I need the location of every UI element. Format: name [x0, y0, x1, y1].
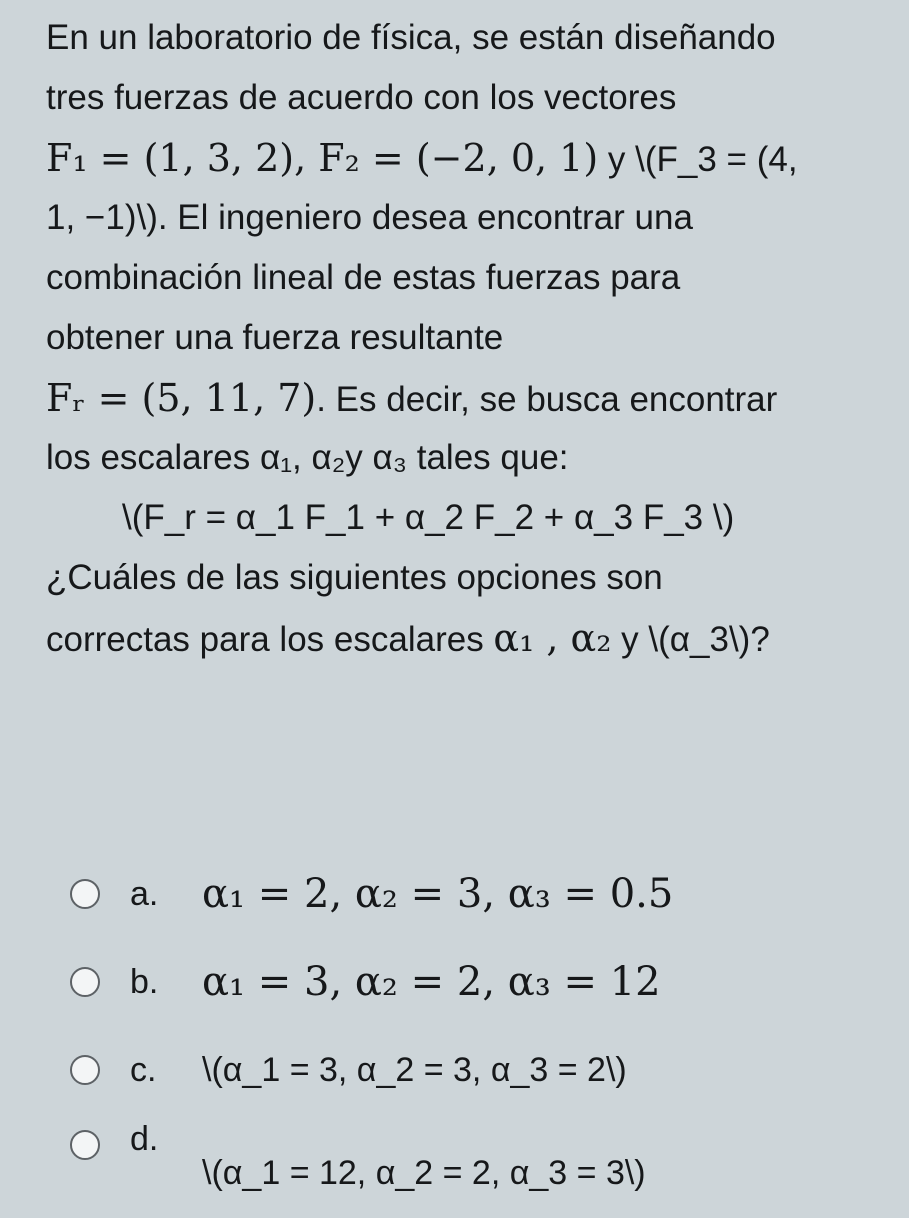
alpha-formula: α₁ , α₂	[493, 616, 612, 660]
option-letter: d.	[130, 1120, 159, 1158]
question-line: 1, −1)\). El ingeniero desea encontrar una	[46, 198, 693, 237]
question-line: tres fuerzas de acuerdo con los vectores	[46, 78, 677, 117]
question-text-fragment: correctas para los escalares	[46, 620, 494, 659]
question-line: combinación lineal de estas fuerzas para	[46, 258, 681, 297]
question-text-fragment: y \(F_3 = (4,	[598, 140, 798, 179]
option-text: \(α_1 = 3, α_2 = 3, α_3 = 2\)	[202, 1050, 627, 1089]
question-line	[46, 368, 886, 428]
question-text-fragment: . Es decir, se busca encontrar	[316, 380, 778, 419]
resultant-force-formula: Fᵣ = (5, 11, 7)	[46, 376, 317, 420]
force-vectors-formula: F₁ = (1, 3, 2), F₂ = (−2, 0, 1)	[46, 136, 599, 180]
question-text-fragment: y \(α_3\)?	[611, 620, 770, 659]
option-d[interactable]	[70, 1114, 870, 1210]
option-letter: b.	[130, 962, 159, 1001]
question-text	[46, 8, 886, 668]
option-d-radio[interactable]	[70, 1130, 100, 1160]
option-text: \(α_1 = 12, α_2 = 2, α_3 = 3\)	[202, 1154, 646, 1192]
question-line: En un laboratorio de física, se están diseñando	[46, 18, 776, 57]
option-letter: a.	[130, 874, 159, 913]
question-line: obtener una fuerza resultante	[46, 318, 504, 357]
option-a-radio[interactable]	[70, 879, 100, 909]
question-line: los escalares α₁, α₂y α₃ tales que:	[46, 438, 569, 477]
option-letter: c.	[130, 1050, 157, 1089]
question-prompt	[46, 608, 886, 668]
option-c-radio[interactable]	[70, 1055, 100, 1085]
answer-options	[70, 850, 870, 1210]
option-b[interactable]	[70, 938, 870, 1026]
option-text: α₁ = 3, α₂ = 2, α₃ = 12	[202, 959, 661, 1005]
option-c[interactable]	[70, 1026, 870, 1114]
option-a[interactable]	[70, 850, 870, 938]
option-text: α₁ = 2, α₂ = 3, α₃ = 0.5	[202, 871, 674, 917]
linear-combination-equation: \(F_r = α_1 F_1 + α_2 F_2 + α_3 F_3 \)	[122, 498, 735, 537]
option-b-radio[interactable]	[70, 967, 100, 997]
question-line	[46, 128, 886, 188]
question-prompt: ¿Cuáles de las siguientes opciones son	[46, 558, 663, 597]
